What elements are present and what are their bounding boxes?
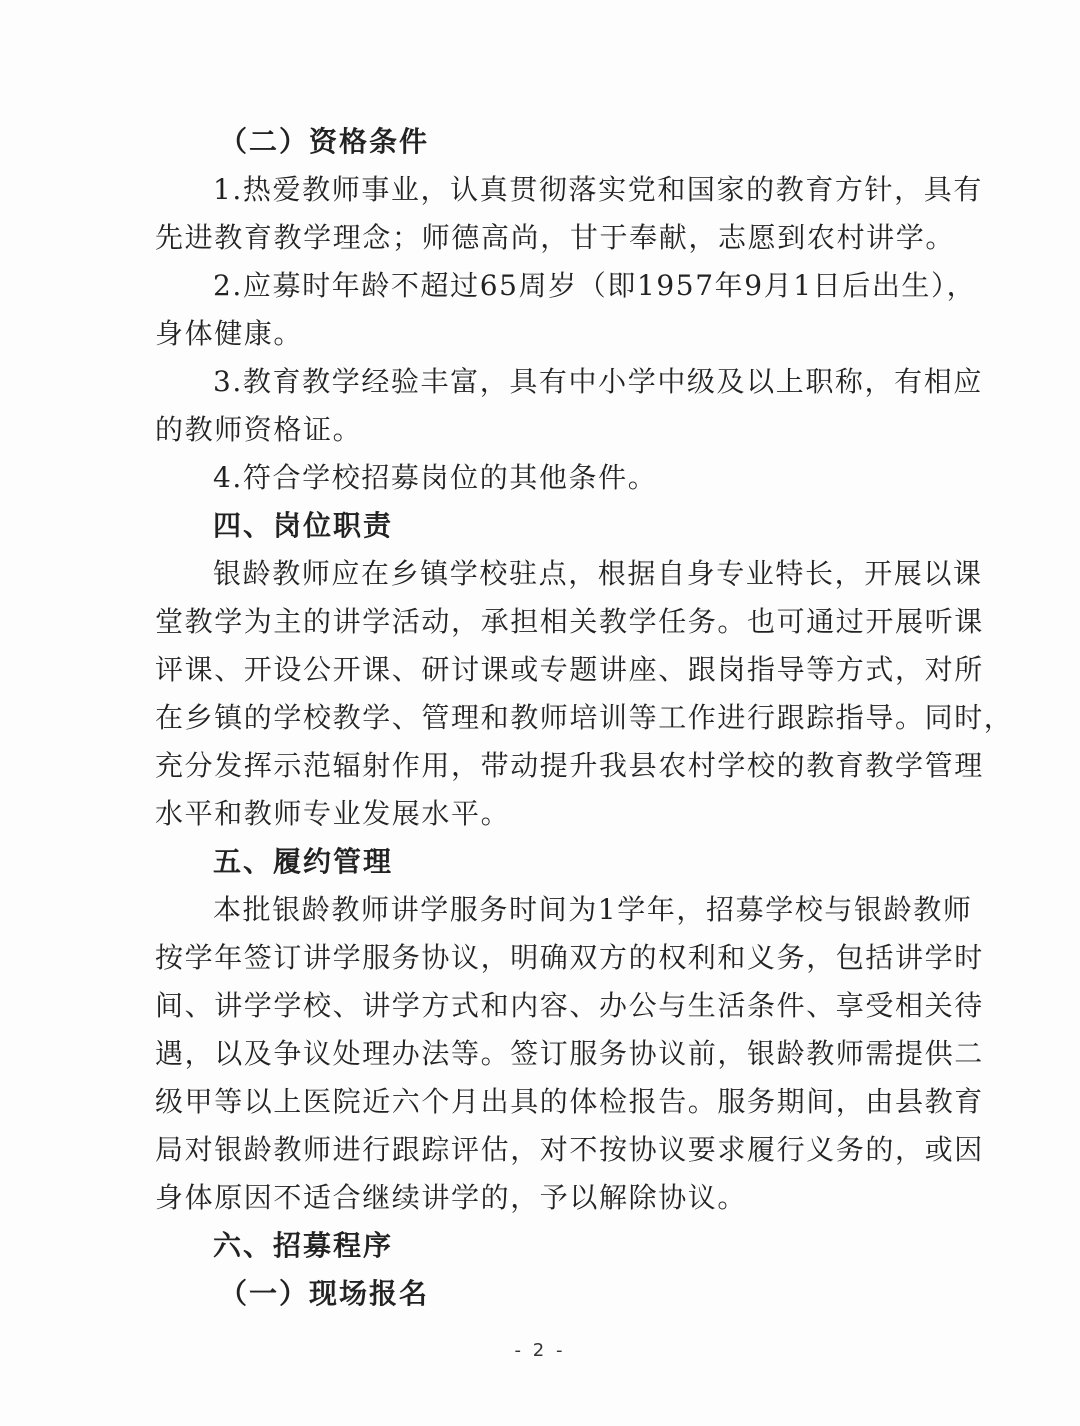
paragraph-line: 在乡镇的学校教学、管理和教师培训等工作进行跟踪指导。同时， (155, 701, 1014, 734)
paragraph-line: 按学年签订讲学服务协议，明确双方的权利和义务，包括讲学时 (155, 941, 984, 974)
section-heading-job-duties: 四、岗位职责 (213, 509, 394, 542)
paragraph-line: 遇，以及争议处理办法等。签订服务协议前，银龄教师需提供二 (155, 1037, 984, 1070)
section-heading-onsite-registration: （一）现场报名 (219, 1277, 430, 1310)
paragraph-line: 局对银龄教师进行跟踪评估，对不按协议要求履行义务的，或因 (155, 1133, 984, 1166)
paragraph-line: 2.应募时年龄不超过65周岁（即1957年9月1日后出生）， (213, 269, 977, 302)
paragraph-line: 银龄教师应在乡镇学校驻点，根据自身专业特长，开展以课 (213, 557, 983, 590)
section-heading-recruitment-procedure: 六、招募程序 (213, 1229, 394, 1262)
section-heading-qualifications: （二）资格条件 (219, 125, 430, 158)
paragraph-line: 间、讲学学校、讲学方式和内容、办公与生活条件、享受相关待 (155, 989, 984, 1022)
paragraph-line: 先进教育教学理念；师德高尚，甘于奉献，志愿到农村讲学。 (155, 221, 955, 254)
paragraph-line: 堂教学为主的讲学活动，承担相关教学任务。也可通过开展听课 (155, 605, 984, 638)
section-heading-contract-management: 五、履约管理 (213, 845, 394, 878)
paragraph-line: 身体原因不适合继续讲学的，予以解除协议。 (155, 1181, 748, 1214)
paragraph-line: 评课、开设公开课、研讨课或专题讲座、跟岗指导等方式，对所 (155, 653, 984, 686)
paragraph-line: 身体健康。 (155, 317, 304, 350)
paragraph-line: 本批银龄教师讲学服务时间为1学年，招募学校与银龄教师 (213, 893, 973, 926)
paragraph-line: 充分发挥示范辐射作用，带动提升我县农村学校的教育教学管理 (155, 749, 984, 782)
paragraph-line: 级甲等以上医院近六个月出具的体检报告。服务期间，由县教育 (155, 1085, 984, 1118)
paragraph-line: 水平和教师专业发展水平。 (155, 797, 511, 830)
document-body (155, 118, 1014, 1318)
paragraph-line: 1.热爱教师事业，认真贯彻落实党和国家的教育方针，具有 (213, 173, 983, 206)
page-number: - 2 - (514, 1340, 566, 1361)
paragraph-line: 4.符合学校招募岗位的其他条件。 (213, 461, 658, 494)
paragraph-line: 的教师资格证。 (155, 413, 363, 446)
paragraph-line: 3.教育教学经验丰富，具有中小学中级及以上职称，有相应 (213, 365, 983, 398)
